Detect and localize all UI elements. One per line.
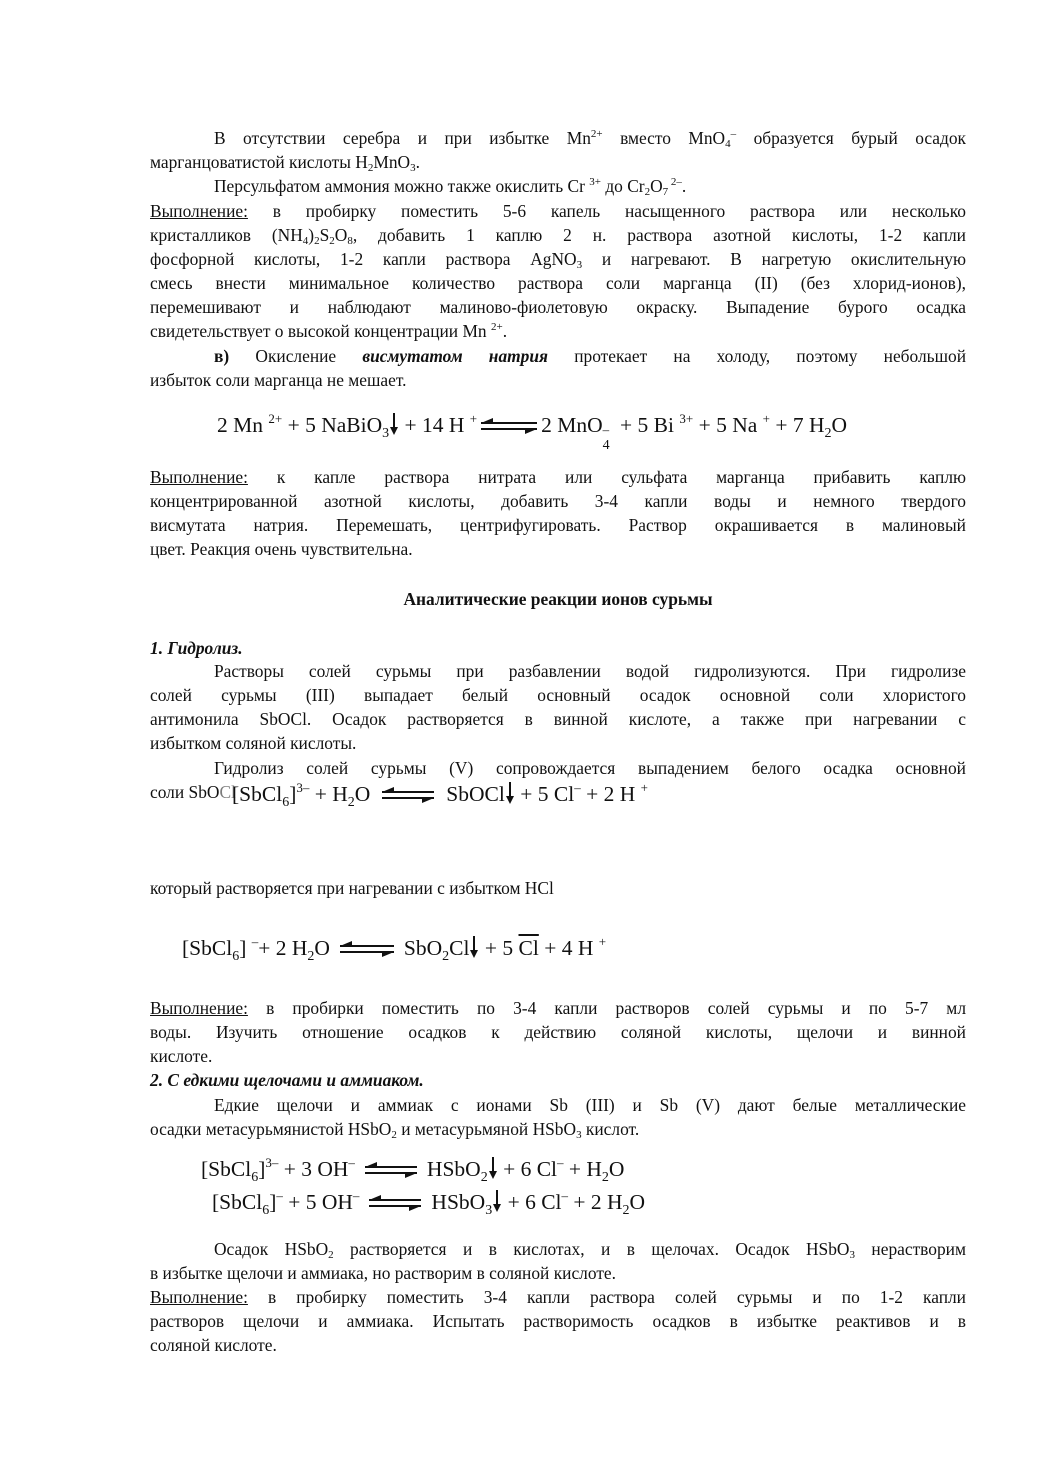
paragraph-line: Выполнение: в пробирки поместить по 3-4 капли растворов солей сурьмы и по 5-7 мл (150, 998, 966, 1018)
paragraph-line: смесь внести минимальное количество раствора соли марганца (II) (без хлорид-ионов), (150, 273, 966, 293)
paragraph-line: кислоте. (150, 1046, 213, 1066)
paragraph-line: перемешивают и наблюдают малиново-фиолетовую окраску. Выпадение бурого осадка (150, 297, 966, 317)
equilibrium-arrow-icon (380, 781, 436, 811)
precipitate-arrow-icon (389, 412, 399, 444)
paragraph-line: антимонила SbOCl. Осадок растворяется в винной кислоте, а также при нагревании с (150, 709, 966, 729)
subsection-title: 1. Гидролиз. (150, 638, 243, 658)
precipitate-arrow-icon (488, 1156, 498, 1188)
paragraph-line: В отсутствии серебра и при избытке $Mn^{2+}$ вместо MnO$_4$– образуется бурый осадок (214, 128, 966, 150)
equation-hydrolysis-sbv: [SbCl$_6$]$^{3-}$ + $H_2O$ SbOCl + 5 Cl– + 2 H + (232, 779, 648, 813)
paragraph-line: Растворы солей сурьмы при разбавлении водой гидролизуются. При гидролизе (214, 661, 966, 681)
precipitate-arrow-icon (492, 1189, 502, 1221)
paragraph-line: свидетельствует о высокой концентрации Mn $^{2+}$. (150, 321, 508, 341)
paragraph-line: который растворяется при нагревании с избытком HCl (150, 878, 554, 898)
paragraph-line: избытком соляной кислоты. (150, 733, 357, 753)
section-heading: Аналитические реакции ионов сурьмы (403, 589, 713, 609)
equation-bismuthate: 2 Mn $^{2+}$ + 5 NaBiO$_3$ + 14 H + 2 MnO – 4 + 5 Bi $^{3+}$ + 5 Na + + 7 $H_2O$ (217, 411, 848, 453)
equilibrium-arrow-icon (367, 1189, 423, 1219)
equation-sbo2cl: [SbCl$_6$] –+ 2 $H_2O$ SbO$_2$Cl + 5 Cl + 4 H + (182, 933, 606, 967)
paragraph-line: соли SbOCl (150, 782, 236, 802)
paragraph-line: концентрированной азотной кислоты, добавить 3-4 капли воды и немного твердого (150, 491, 966, 511)
equilibrium-arrow-icon (477, 412, 541, 442)
paragraph-line: в избытке щелочи и аммиака, но растворим в соляной кислоте. (150, 1263, 616, 1283)
procedure-label: Выполнение: (150, 201, 248, 221)
paragraph-line: солей сурьмы (III) выпадает белый основный осадок основной соли хлористого (150, 685, 966, 705)
equation-hsbo2: [SbCl$_6$]$^{3-}$ + 3 OH– HSbO$_2$ + 6 $Cl^- + H_2O$ (201, 1154, 624, 1188)
paragraph-line: Осадок HSbO$_2$ растворяется и в кислотах, и в щелочах. Осадок HSbO$_3$ нерастворим (214, 1239, 966, 1261)
procedure-label: Выполнение: (150, 1287, 248, 1307)
paragraph-line: Выполнение: к капле раствора нитрата или сульфата марганца прибавить каплю (150, 467, 966, 487)
equilibrium-arrow-icon (338, 935, 396, 965)
paragraph-line: фосфорной кислоты, 1-2 капли раствора AgNO$_3$ и нагревают. В нагретую окислительную (150, 249, 966, 271)
equilibrium-arrow-icon (363, 1156, 419, 1186)
paragraph-line: Выполнение: в пробирку поместить 5-6 капель насыщенного раствора или несколько (150, 201, 966, 221)
paragraph-line: осадки метасурьмянистой HSbO$_2$ и метасурьмяной HSbO$_3$ кислот. (150, 1119, 640, 1141)
paragraph-line: в) Окисление висмутатом натрия протекает на холоду, поэтому небольшой (214, 346, 967, 366)
paragraph-line: висмутата натрия. Перемешать, центрифугировать. Раствор окрашивается в малиновый (150, 515, 966, 535)
paragraph-line: кристалликов $(NH_4)_2S_2O_8$, добавить 1 каплю 2 н. раствора азотной кислоты, 1-2 капли (150, 225, 966, 247)
paragraph-line: растворов щелочи и аммиака. Испытать растворимость осадков в избытке реактивов и в (150, 1311, 966, 1331)
paragraph-line: Персульфатом аммония можно также окислить Cr $^{3+}$ до $Cr_2O_7$ $^{2-}$. (214, 176, 687, 198)
paragraph-line: Выполнение: в пробирку поместить 3-4 капли раствора солей сурьмы и по 1-2 капли (150, 1287, 966, 1307)
precipitate-arrow-icon (469, 935, 479, 967)
procedure-label: Выполнение: (150, 998, 248, 1018)
precipitate-arrow-icon (505, 781, 515, 813)
paragraph-line: цвет. Реакция очень чувствительна. (150, 539, 413, 559)
paragraph-line: воды. Изучить отношение осадков к действию соляной кислоты, щелочи и винной (150, 1022, 966, 1042)
paragraph-line: Гидролиз солей сурьмы (V) сопровождается выпадением белого осадка основной (214, 758, 966, 778)
paragraph-line: Едкие щелочи и аммиак с ионами Sb (III) и Sb (V) дают белые металлические (214, 1095, 966, 1115)
paragraph-line: соляной кислоте. (150, 1335, 277, 1355)
paragraph-line: избыток соли марганца не мешает. (150, 370, 407, 390)
procedure-label: Выполнение: (150, 467, 248, 487)
equation-hsbo3: [SbCl$_6$]– + 5 OH– HSbO$_3$ + 6 Cl– + 2 $H_2O$ (212, 1187, 645, 1221)
subsection-title: 2. С едкими щелочами и аммиаком. (150, 1070, 424, 1090)
paragraph-line: марганцоватистой кислоты $H_2MnO_3$. (150, 152, 420, 174)
